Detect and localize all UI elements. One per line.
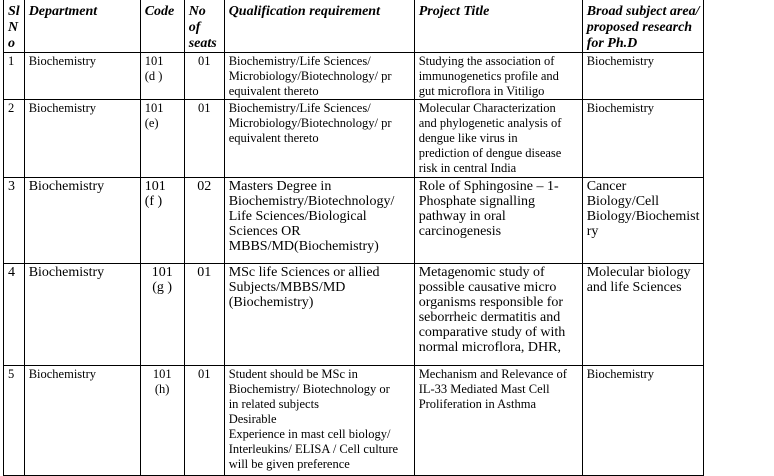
cell-department: Biochemistry bbox=[24, 264, 140, 366]
cell-department: Biochemistry bbox=[24, 53, 140, 100]
cell-broad-subject: Biochemistry bbox=[582, 53, 704, 100]
table-row bbox=[4, 100, 704, 178]
cell-department: Biochemistry bbox=[24, 366, 140, 476]
header-seats: No of seats bbox=[184, 0, 224, 53]
cell-broad-subject: Molecular biology and life Sciences bbox=[582, 264, 704, 366]
table-row bbox=[4, 178, 704, 264]
cell-code: 101 (h) bbox=[140, 366, 184, 476]
cell-seats: 01 bbox=[184, 264, 224, 366]
cell-qualification: Biochemistry/Life Sciences/ Microbiology/Biotechnology/ pr equivalent thereto bbox=[224, 53, 414, 100]
cell-project: Role of Sphingosine – 1- Phosphate signalling pathway in oral carcinogenesis bbox=[414, 178, 582, 264]
table-row bbox=[4, 366, 704, 476]
cell-seats: 01 bbox=[184, 366, 224, 476]
cell-sl: 2 bbox=[4, 100, 25, 178]
cell-sl: 4 bbox=[4, 264, 25, 366]
cell-qualification: Masters Degree in Biochemistry/Biotechnology/ Life Sciences/Biological Sciences OR MBBS/MD(Biochemistry) bbox=[224, 178, 414, 264]
cell-seats: 01 bbox=[184, 53, 224, 100]
header-qualification: Qualification requirement bbox=[224, 0, 414, 53]
cell-code: 101 (d ) bbox=[140, 53, 184, 100]
cell-project: Metagenomic study of possible causative micro organisms responsible for seborrheic dermatitis and comparative study of with normal microflora, DHR, bbox=[414, 264, 582, 366]
table-row bbox=[4, 53, 704, 100]
cell-sl: 3 bbox=[4, 178, 25, 264]
positions-table bbox=[3, 0, 704, 476]
cell-code: 101 (e) bbox=[140, 100, 184, 178]
header-broad-subject: Broad subject area/ proposed research for Ph.D bbox=[582, 0, 704, 53]
cell-project: Molecular Characterization and phylogenetic analysis of dengue like virus in prediction of dengue disease risk in central India bbox=[414, 100, 582, 178]
cell-sl: 5 bbox=[4, 366, 25, 476]
header-row bbox=[4, 0, 704, 53]
cell-code: 101 (g ) bbox=[140, 264, 184, 366]
header-code: Code bbox=[140, 0, 184, 53]
cell-broad-subject: Biochemistry bbox=[582, 366, 704, 476]
cell-project: Mechanism and Relevance of IL-33 Mediated Mast Cell Proliferation in Asthma bbox=[414, 366, 582, 476]
cell-qualification: Biochemistry/Life Sciences/ Microbiology/Biotechnology/ pr equivalent thereto bbox=[224, 100, 414, 178]
cell-department: Biochemistry bbox=[24, 178, 140, 264]
cell-broad-subject: Biochemistry bbox=[582, 100, 704, 178]
cell-project: Studying the association of immunogenetics profile and gut microflora in Vitiligo bbox=[414, 53, 582, 100]
header-sl: Sl N o bbox=[4, 0, 25, 53]
cell-code: 101 (f ) bbox=[140, 178, 184, 264]
cell-department: Biochemistry bbox=[24, 100, 140, 178]
cell-seats: 01 bbox=[184, 100, 224, 178]
cell-broad-subject: Cancer Biology/Cell Biology/Biochemist ry bbox=[582, 178, 704, 264]
header-project: Project Title bbox=[414, 0, 582, 53]
header-department: Department bbox=[24, 0, 140, 53]
cell-qualification: Student should be MSc in Biochemistry/ Biotechnology or in related subjects Desirable Experience in mast cell biology/ Interleukins/ ELISA / Cell culture will be given preference bbox=[224, 366, 414, 476]
table-row bbox=[4, 264, 704, 366]
cell-seats: 02 bbox=[184, 178, 224, 264]
cell-qualification: MSc life Sciences or allied Subjects/MBBS/MD (Biochemistry) bbox=[224, 264, 414, 366]
cell-sl: 1 bbox=[4, 53, 25, 100]
